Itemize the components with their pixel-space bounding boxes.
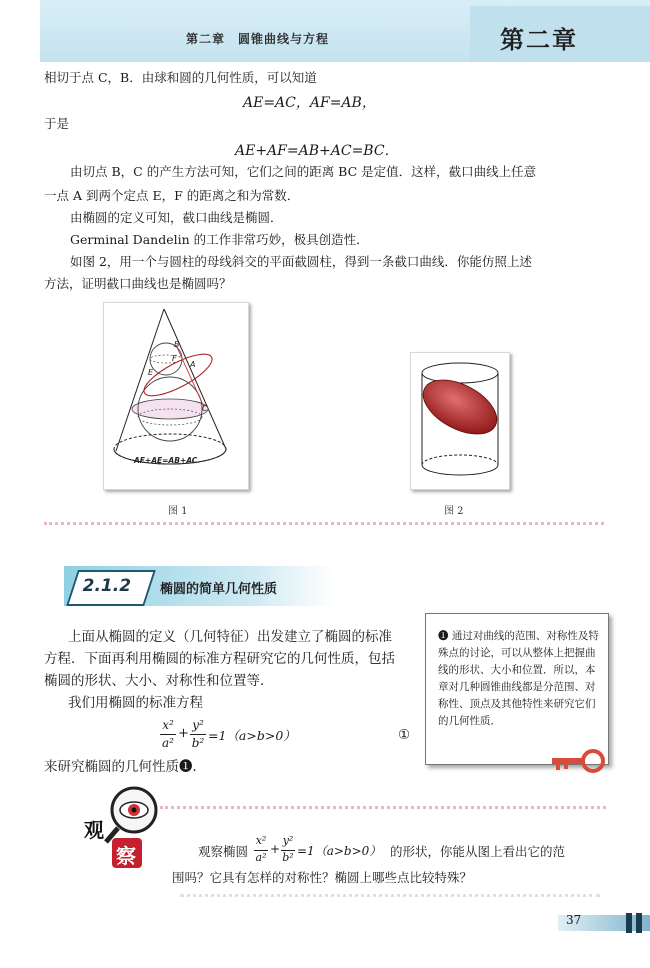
footer-divider: [180, 894, 600, 897]
fraction-numerator: x²: [255, 834, 267, 847]
text-line: 如图 2，用一个与圆柱的母线斜交的平面截圆柱，得到一条截口曲线．你能仿照上述: [70, 254, 532, 269]
observe-char-1: 观: [84, 818, 104, 842]
text-line: 由椭圆的定义可知，截口曲线是椭圆．: [70, 210, 283, 225]
figure-2-caption: 图 2: [444, 506, 464, 517]
fraction-numerator: y²: [282, 834, 294, 847]
text-line: 方法，证明截口曲线也是椭圆吗？: [44, 276, 232, 291]
page-number: 37: [566, 913, 582, 927]
point-label-b: B: [174, 340, 180, 349]
fraction-denominator: a²: [162, 736, 174, 750]
observe-line-1: [198, 834, 618, 868]
text-line: 由切点 B，C 的产生方法可知，它们之间的距离 BC 是定值．这样，截口曲线上任意: [70, 164, 537, 179]
observe-char-2: 察: [116, 844, 136, 868]
equation: AE=AC，AF=AB，: [243, 95, 376, 111]
point-label-c: C: [202, 404, 208, 413]
body-line: 椭圆的形状、大小、对称性和位置等．: [44, 673, 274, 689]
margin-note-text: ❶ 通过对曲线的范围、对称性及特殊点的讨论，可以从整体上把握曲线的形状、大小和位置．所以，本章对几种圆锥曲线都是分范围、对称性、顶点及其他特性来研究它们的几何性质．: [438, 630, 599, 727]
text-line: Germinal Dandelin 的工作非常巧妙，极具创造性．: [70, 232, 369, 247]
text-line: 于是: [44, 116, 70, 131]
plus-sign: +: [270, 842, 281, 856]
footer-bar-mark: [636, 913, 642, 933]
fraction-bar: [190, 734, 206, 735]
point-label-e: E: [148, 368, 154, 377]
equation-rest: =1（a>b>0）: [208, 728, 296, 743]
key-icon: [550, 748, 606, 774]
body-line: 方程．下面再利用椭圆的标准方程研究它的几何性质，包括: [44, 651, 395, 667]
figure-formula: AF+AE=AB+AC: [134, 456, 198, 465]
equation: AE+AF=AB+AC=BC．: [235, 143, 399, 159]
cylinder-diagram: [411, 353, 509, 489]
fraction-numerator: y²: [192, 718, 204, 732]
section-number-box: [66, 570, 156, 606]
observe-text-pre: 观察椭圆: [198, 844, 249, 859]
observe-divider: [160, 806, 606, 809]
margin-note: [425, 613, 609, 765]
fraction-denominator: b²: [282, 851, 294, 864]
footer-bar-mark: [626, 913, 632, 933]
running-header-title: 第二章 圆锥曲线与方程: [186, 32, 330, 46]
fraction-denominator: a²: [255, 851, 267, 864]
section-divider: [44, 522, 604, 525]
body-line: 来研究椭圆的几何性质❶．: [44, 759, 206, 775]
section-number: 2.1.2: [82, 576, 132, 596]
figure-2-cylinder: [410, 352, 510, 490]
chapter-tab: [470, 6, 650, 62]
section-title: 椭圆的简单几何性质: [160, 582, 278, 597]
body-line: 上面从椭圆的定义（几何特征）出发建立了椭圆的标准: [68, 629, 392, 645]
standard-equation: [160, 716, 330, 756]
fraction-bar: [160, 734, 176, 735]
observe-icon: [84, 780, 164, 870]
text-line: 一点 A 到两个定点 E，F 的距离之和为常数．: [44, 188, 300, 203]
chapter-tab-label: 第二章: [500, 26, 578, 54]
observe-text-post: 的形状，你能从图上看出它的范: [390, 844, 566, 859]
equation-rest: =1（a>b>0）: [297, 844, 382, 858]
figure-1-cone: [103, 302, 249, 490]
body-line: 我们用椭圆的标准方程: [68, 695, 203, 711]
point-label-f: F: [172, 354, 177, 363]
equation-label: ①: [398, 727, 411, 743]
text-line: 相切于点 C，B．由球和圆的几何性质，可以知道: [44, 70, 317, 85]
plus-sign: +: [178, 726, 189, 741]
cone-diagram: [104, 303, 248, 489]
fraction-denominator: b²: [191, 736, 205, 750]
point-label-a: A: [190, 360, 196, 369]
observe-line-2: 围吗？它具有怎样的对称性？椭圆上哪些点比较特殊？: [172, 870, 473, 885]
figure-1-caption: 图 1: [168, 506, 188, 517]
fraction-numerator: x²: [162, 718, 174, 732]
